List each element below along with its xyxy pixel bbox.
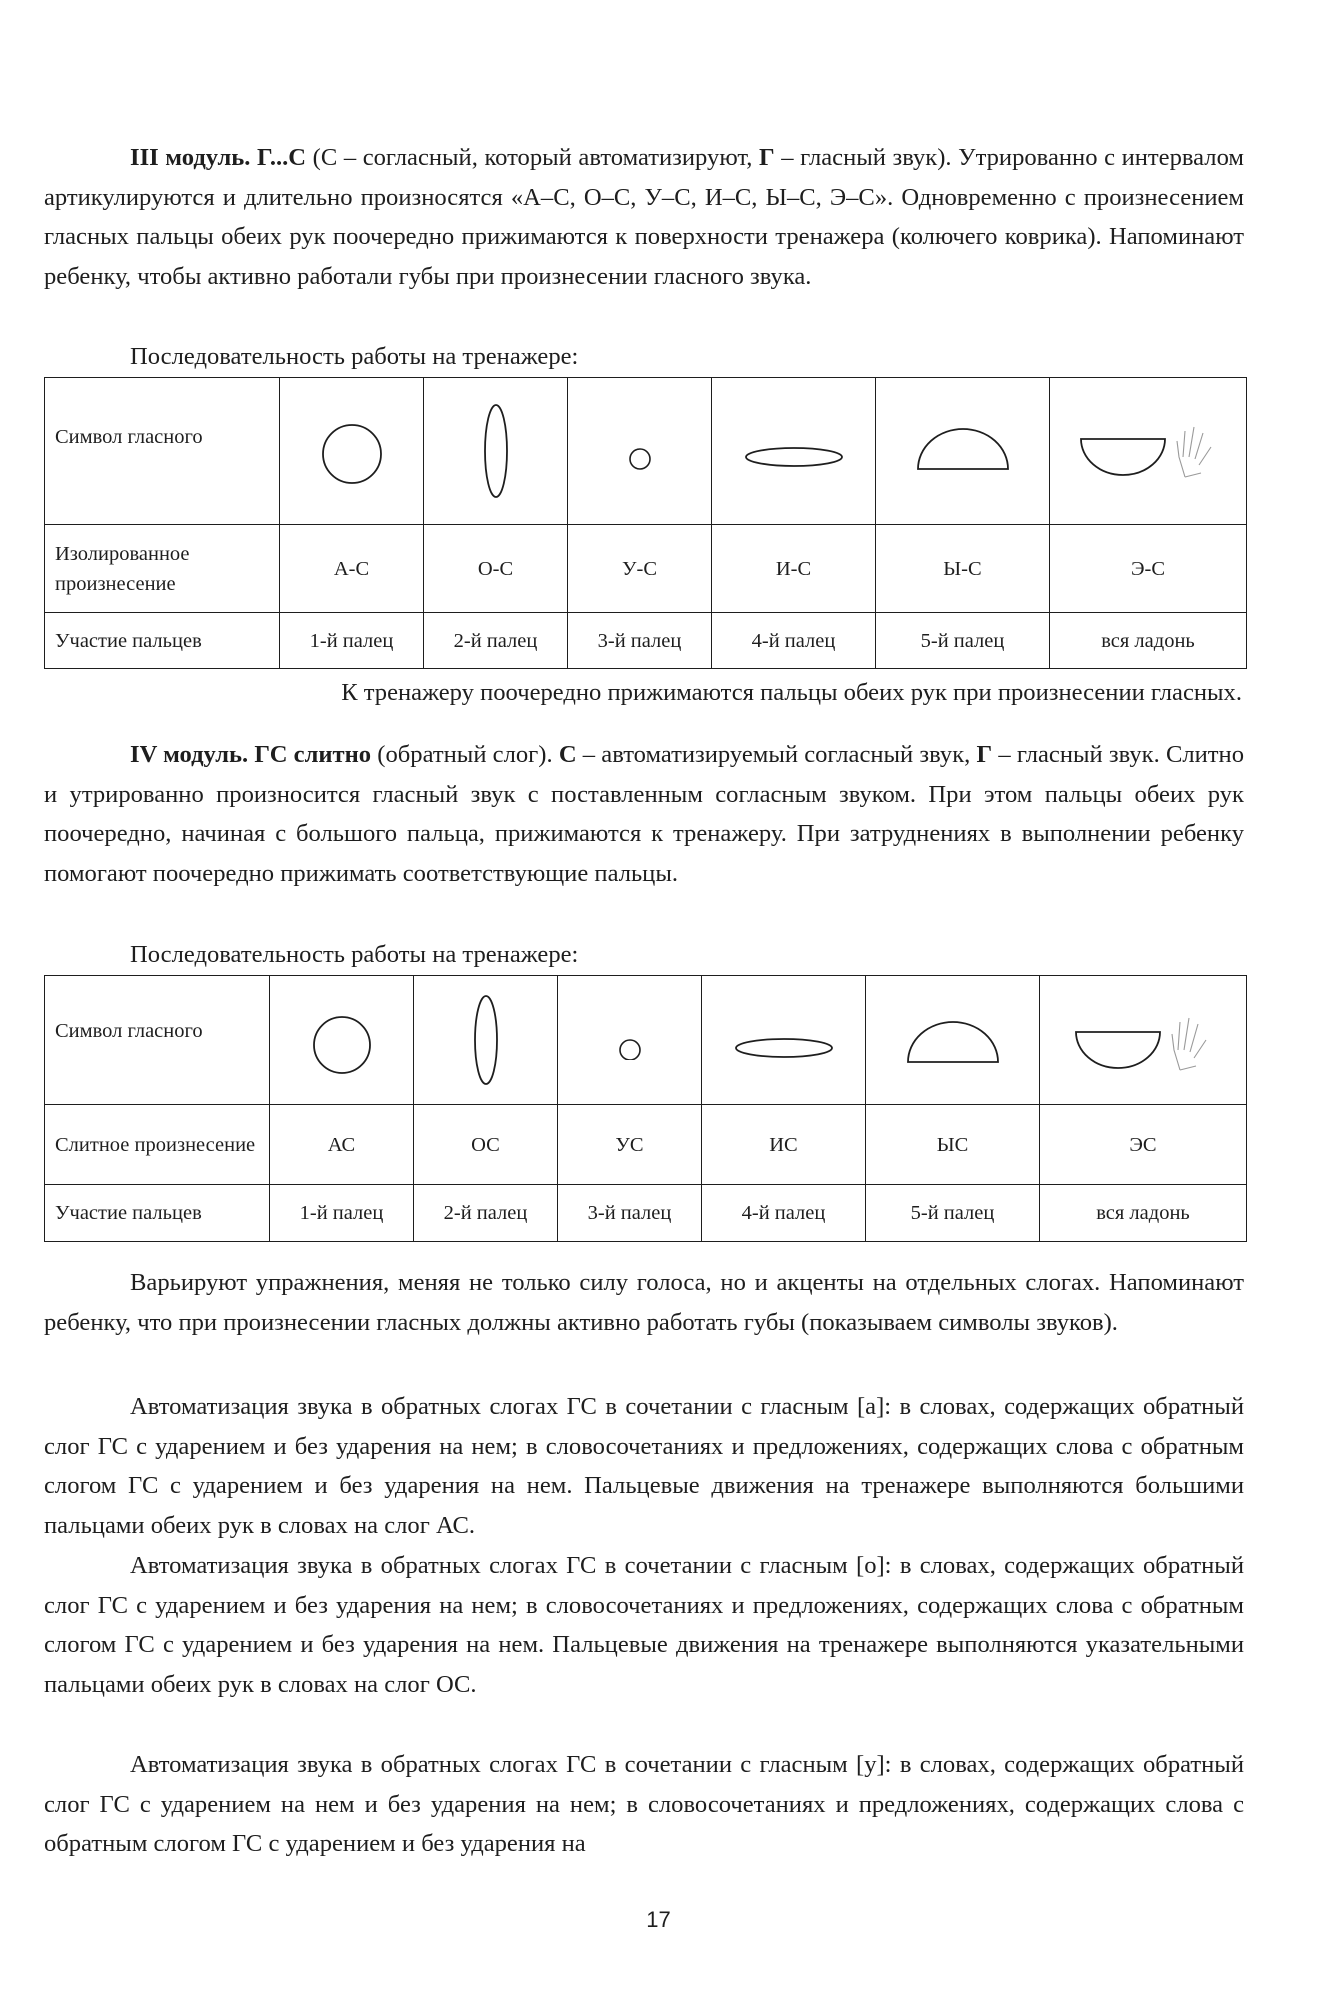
table-row <box>45 378 1247 525</box>
page-number: 17 <box>646 1907 671 1932</box>
table-row <box>45 976 1247 1105</box>
paragraph: Варьируют упражнения, меняя не только силу голоса, но и акценты на отдельных слогах. Напоминают ребенку, что при произнесении гласных должны активно работать губы (показываем символы звуков). <box>44 1269 1244 1336</box>
table-row: Участие пальцев 1-й палец 2-й палец 3-й палец 4-й палец 5-й палец вся ладонь <box>45 613 1247 669</box>
bowl-icon <box>1068 1000 1218 1080</box>
circle-icon <box>307 1005 377 1075</box>
flat-ellipse-icon <box>739 431 849 471</box>
module3-sequence-intro: Последовательность работы на тренажере: <box>130 343 579 370</box>
hand-icon <box>1172 1018 1206 1070</box>
row-label-fingers: Участие пальцев <box>45 613 280 669</box>
row-label-fingers: Участие пальцев <box>45 1185 270 1242</box>
table-row: Участие пальцев 1-й палец 2-й палец 3-й палец 4-й палец 5-й палец вся ладонь <box>45 1185 1247 1242</box>
hand-icon <box>1177 427 1211 477</box>
paragraph: Автоматизация звука в обратных слогах ГС в сочетании с гласным [а]: в словах, содержащих обратный слог ГС с ударением и без ударения на нем; в словосочетаниях и предложениях, содержащих слова с обратным слогом ГС с ударением и без ударения на нем. Пальцевые движения на тренажере выполняются большими пальцами обеих рук в словах на слог АС. <box>44 1393 1244 1539</box>
flat-ellipse-icon <box>729 1020 839 1060</box>
module3-heading: III модуль. Г...С <box>130 144 307 171</box>
paragraph: Автоматизация звука в обратных слогах ГС в сочетании с гласным [о]: в словах, содержащих обратный слог ГС с ударением и без ударения на нем; в словосочетаниях и предложениях, содержащих слова с обратным слогом ГС с ударением и без ударения на нем. Пальцевые движения на тренажере выполняются указательными пальцами обеих рук в словах на слог ОС. <box>44 1552 1244 1698</box>
table-row: Слитное произнесение АС ОС УС ИС ЫС ЭС <box>45 1105 1247 1185</box>
row-label-symbol: Символ гласного <box>45 976 270 1105</box>
dome-icon <box>898 1010 1008 1070</box>
row-label-symbol: Символ гласного <box>45 378 280 525</box>
row-label-pronunciation: Изолированное произнесение <box>45 525 280 613</box>
tall-ellipse-icon <box>476 401 516 501</box>
module3-sequence-table <box>44 377 1247 669</box>
paragraph: Автоматизация звука в обратных слогах ГС в сочетании с гласным [у]: в словах, содержащих обратный слог ГС с ударением на нем и без ударения на нем; в словосочетаниях и предложениях, содержащих слова с обратным слогом ГС с ударением и без ударения на <box>44 1751 1244 1858</box>
module4-paragraph: IV модуль. ГС слитно (обратный слог). С – автоматизируемый согласный звук, Г – гласный звук. Слитно и утрированно произносится гласный звук с поставленным согласным звуком. При этом пальцы обеих рук поочередно, начиная с большого пальца, прижимаются к тренажеру. При затруднениях в выполнении ребенку помогают поочередно прижимать соответствующие пальцы. <box>44 741 1244 887</box>
circle-icon <box>317 416 387 486</box>
row-label-pronunciation: Слитное произнесение <box>45 1105 270 1185</box>
small-circle-icon <box>620 431 660 471</box>
module4-heading: IV модуль. ГС слитно <box>130 741 372 768</box>
dome-icon <box>908 421 1018 481</box>
module4-sequence-table <box>44 975 1247 1242</box>
small-circle-icon <box>610 1020 650 1060</box>
module3-paragraph: III модуль. Г...С (С – согласный, который автоматизируют, Г – гласный звук). Утрированно с интервалом артикулируются и длительно произносятся «А–С, О–С, У–С, И–С, Ы–С, Э–С». Одновременно с произнесением гласных пальцы обеих рук поочередно прижимаются к поверхности тренажера (колючего коврика). Напоминают ребенку, чтобы активно работали губы при произнесении гласного звука. <box>44 144 1244 290</box>
module3-note: К тренажеру поочередно прижимаются пальцы обеих рук при произнесении гласных. <box>341 679 1242 706</box>
table-row: Изолированное произнесение А-С О-С У-С И-С Ы-С Э-С <box>45 525 1247 613</box>
tall-ellipse-icon <box>466 990 506 1090</box>
module4-sequence-intro: Последовательность работы на тренажере: <box>130 941 579 968</box>
bowl-icon <box>1073 411 1223 491</box>
